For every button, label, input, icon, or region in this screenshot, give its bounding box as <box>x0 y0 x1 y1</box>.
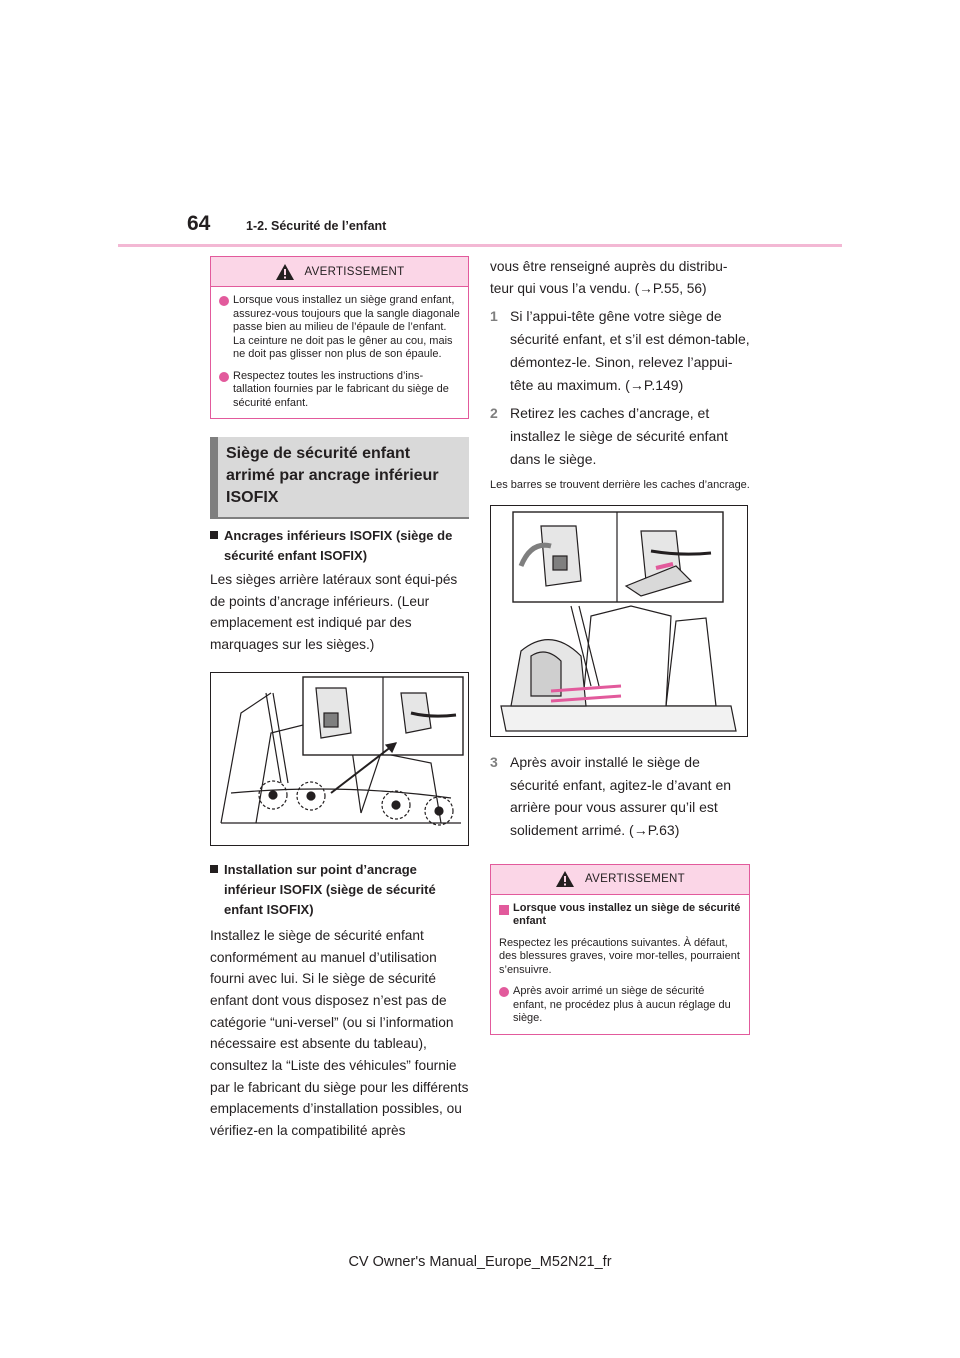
subheading-text: Ancrages inférieurs ISOFIX (siège de sécurité enfant ISOFIX) <box>224 528 453 563</box>
subheading-installation <box>210 860 469 920</box>
warning-title: AVERTISSEMENT <box>585 873 685 886</box>
warning-bullet <box>499 985 741 1026</box>
right-column <box>490 256 750 1035</box>
footer: CV Owner's Manual_Europe_M52N21_fr <box>348 1254 612 1270</box>
step-2 <box>490 402 750 470</box>
section-heading: Siège de sécurité enfant arrimé par ancrage inférieur ISOFIX <box>210 437 469 519</box>
square-bullet-icon <box>499 905 509 915</box>
warning-icon <box>555 870 575 888</box>
subheading-text: Installation sur point d’ancrage inférieur ISOFIX (siège de sécurité enfant ISOFIX) <box>224 861 436 917</box>
warning-icon <box>275 263 295 281</box>
warning-box-bottom <box>490 864 750 1035</box>
figure-isofix-anchors <box>210 672 469 846</box>
square-bullet-icon <box>210 531 218 539</box>
warning-bullet <box>219 370 460 411</box>
header-rule <box>118 244 842 247</box>
section-title: 1-2. Sécurité de l’enfant <box>246 219 387 233</box>
warning-bullet-text: Lorsque vous installez un siège grand enfant, assurez-vous toujours que la sangle diagonale passe bien au milieu de l’épaule de l’enfant. La ceinture ne doit pas le gêner au cou, mais ne doit pas glisser non plus de son épaule. <box>233 294 460 360</box>
bullet-dot-icon <box>219 296 229 306</box>
figure-seat-installation <box>490 505 748 737</box>
warning-paragraph: Respectez les précautions suivantes. À défaut, des blessures graves, voire mor-telles, pourraient s’ensuivre. <box>499 936 740 976</box>
warning-subheading <box>499 902 741 929</box>
step-number: 2 <box>490 405 498 422</box>
step-3 <box>490 751 750 842</box>
warning-title: AVERTISSEMENT <box>304 265 405 278</box>
square-bullet-icon <box>210 865 218 873</box>
bullet-dot-icon <box>219 372 229 382</box>
warning-header <box>211 257 468 287</box>
isofix-anchors-illustration <box>211 673 468 845</box>
step-number: 1 <box>490 308 498 325</box>
step-text: Après avoir installé le siège de sécurité enfant, agitez-le d’avant en arrière pour vous assurer qu’il est solidement arrimé. (→P.63) <box>510 753 732 838</box>
warning-body <box>491 895 749 1034</box>
step-text: Retirez les caches d’ancrage, et installez le siège de sécurité enfant dans le siège. <box>510 405 728 467</box>
warning-bullet-text: Après avoir arrimé un siège de sécurité enfant, ne procédez plus à aucun réglage du siège. <box>513 985 731 1025</box>
paragraph-continued: vous être renseigné auprès du distribu-teur qui vous l’a vendu. (→P.55, 56) <box>490 259 728 296</box>
warning-bullet <box>219 294 460 362</box>
warning-box-top <box>210 256 469 419</box>
paragraph-anchors: Les sièges arrière latéraux sont équi-pés de points d’ancrage inférieurs. (Leur emplacement est indiqué par des marquages sur les sièges.) <box>210 572 458 653</box>
bullet-dot-icon <box>499 987 509 997</box>
warning-body <box>211 287 468 418</box>
subheading-anchors <box>210 526 469 566</box>
step-text: Si l’appui-tête gêne votre siège de sécurité enfant, et s’il est démon-table, démontez-le. Sinon, relevez l’appui-tête au maximum. (→P.149) <box>510 308 750 393</box>
warning-header <box>491 865 749 895</box>
seat-installation-illustration <box>491 506 747 736</box>
note-text: Les barres se trouvent derrière les caches d’ancrage. <box>490 479 750 492</box>
warning-subheading-text: Lorsque vous installez un siège de sécurité enfant <box>513 901 741 928</box>
paragraph-installation: Installez le siège de sécurité enfant conformément au manuel d’utilisation fourni avec lui. Si le siège de sécurité enfant dont vous disposez n’est pas de catégorie “uni-versel” (ou si l’information nécessaire est absente du tableau), consultez la “Liste des véhicules” fournie par le fabricant du siège pour les différents emplacements d’installation possibles, ou vérifiez-en la compatibilité après <box>210 927 469 1139</box>
step-number: 3 <box>490 753 498 770</box>
step-1 <box>490 305 750 396</box>
warning-bullet-text: Respectez toutes les instructions d’ins-tallation fournies par le fabricant du siège de sécurité enfant. <box>233 369 449 409</box>
page-number: 64 <box>187 212 211 235</box>
left-column <box>210 256 469 1142</box>
